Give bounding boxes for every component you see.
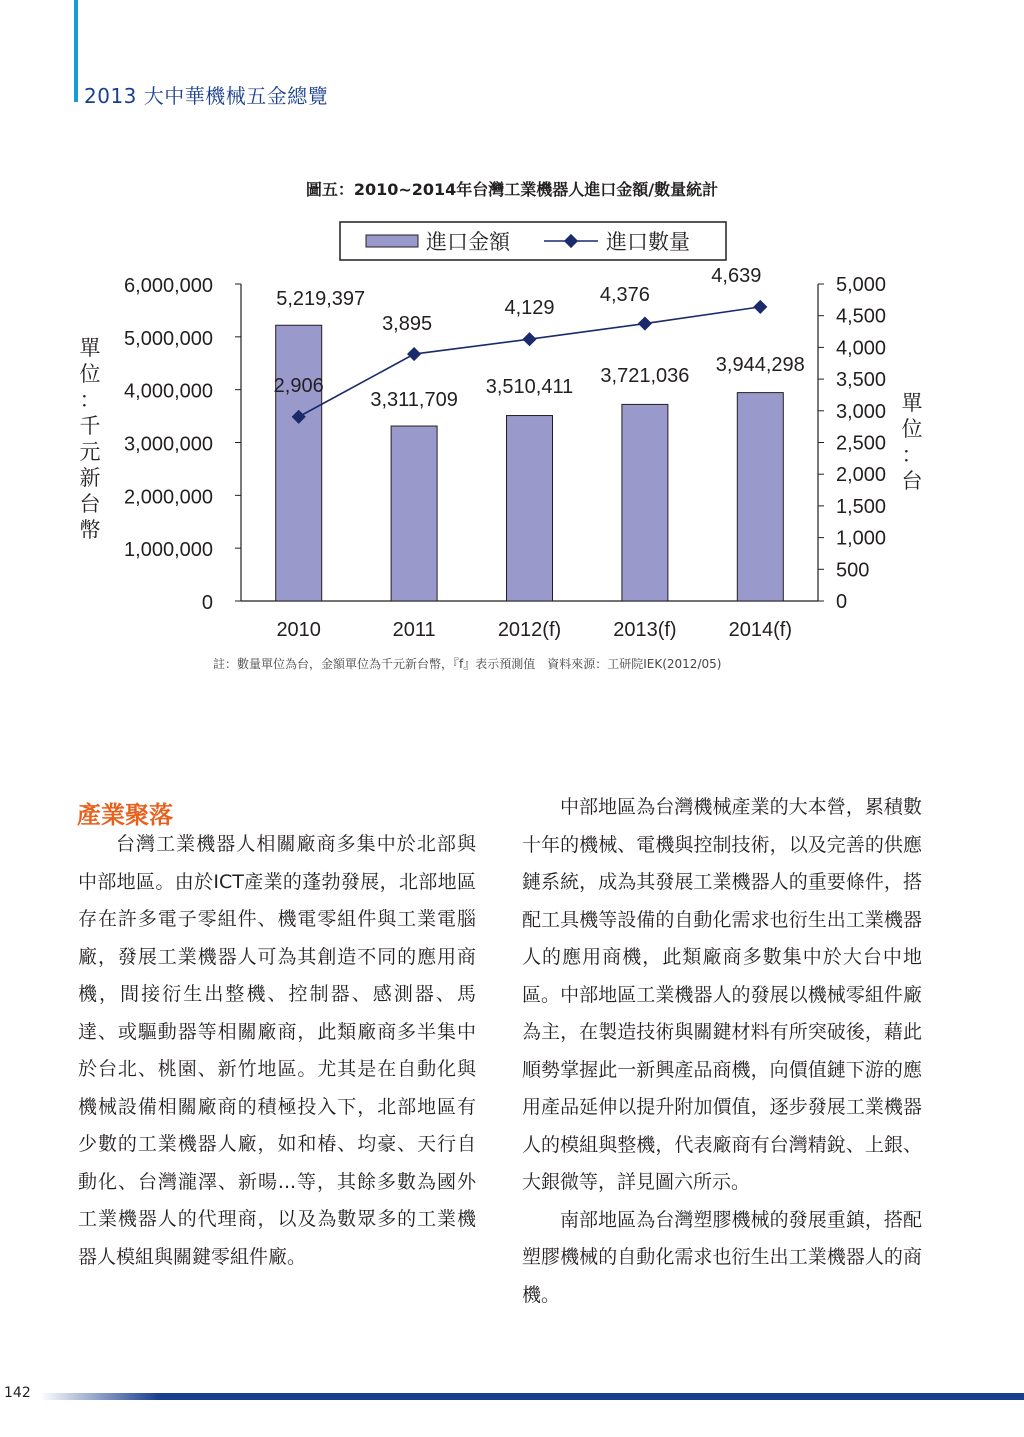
left-axis-title-char: 單 — [79, 336, 101, 360]
quantity-value-label: 4,129 — [504, 297, 555, 319]
bar — [507, 416, 553, 601]
quantity-value-label: 4,639 — [711, 265, 762, 287]
quantity-value-label: 3,895 — [382, 313, 433, 335]
left-axis-title-char: 幣 — [79, 518, 101, 542]
right-tick-label: 1,500 — [836, 495, 887, 518]
quantity-point — [753, 300, 767, 314]
right-axis-title-char: 台 — [901, 469, 923, 493]
bar — [273, 325, 324, 601]
right-tick-label: 1,000 — [836, 527, 887, 550]
bar-value-label: 3,721,036 — [600, 365, 690, 387]
quantity-series-line — [299, 307, 761, 417]
quantity-point — [638, 316, 652, 330]
right-axis-title-char: 單 — [901, 391, 923, 415]
x-tick-label: 2012(f) — [497, 619, 562, 641]
right-tick-label: 5,000 — [836, 274, 887, 296]
bar — [391, 426, 437, 601]
bar-value-label: 3,510,411 — [485, 376, 574, 398]
left-tick-label: 2,000,000 — [124, 486, 213, 509]
bar — [737, 393, 783, 601]
right-tick-label: 3,500 — [836, 369, 887, 392]
paragraph: 台灣工業機器人相關廠商多集中於北部與中部地區。由於ICT產業的蓬勃發展，北部地區存在許多電子零組件、機電零組件與工業電腦廠，發展工業機器人可為其創造不同的應用商機，間接衍生出整機、控制器、感測器、馬達、或驅動器等相關廠商，此類廠商多半集中於台北、桃園、新竹地區。尤其是在自動化與機械設備相關廠商的積極投入下，北部地區有少數的工業機器人廠，如和椿、均豪、天行自動化、台灣瀧澤、新暘...等，其餘多數為國外工業機器人的代理商，以及為數眾多的工業機器人模組與關鍵零組件廠。 — [78, 833, 476, 1268]
quantity-point — [522, 332, 536, 346]
x-tick-label: 2014(f) — [728, 619, 792, 641]
quantity-value-label: 2,906 — [273, 375, 324, 397]
right-column — [522, 789, 922, 1314]
right-axis-title-char: 位 — [901, 417, 923, 441]
quantity-value-label: 4,376 — [599, 284, 650, 306]
figure-title: 圖五：2010~2014年台灣工業機器人進口金額/數量統計 — [305, 180, 719, 199]
right-tick-label: 2,500 — [836, 432, 887, 455]
left-axis-title-char: 千 — [79, 414, 101, 438]
left-tick-label: 0 — [201, 592, 213, 614]
legend-bar-swatch — [366, 235, 418, 247]
right-tick-label: 2,000 — [836, 464, 887, 487]
running-header-title: 2013 大中華機械五金總覽 — [84, 84, 329, 108]
import-chart — [60, 210, 940, 650]
right-tick-label: 4,500 — [836, 305, 887, 328]
page-number: 142 — [4, 1385, 31, 1401]
paragraph: 南部地區為台灣塑膠機械的發展重鎮，搭配塑膠機械的自動化需求也衍生出工業機器人的商機。 — [522, 1208, 922, 1306]
x-tick-label: 2013(f) — [613, 619, 677, 641]
legend-line-label: 進口數量 — [606, 230, 690, 254]
left-tick-label: 1,000,000 — [124, 539, 213, 562]
figure-note: 註：數量單位為台，金額單位為千元新台幣，『f』表示預測值 資料來源：工研院IEK(2012/05) — [213, 657, 722, 671]
bar-value-label: 3,944,298 — [715, 354, 805, 376]
left-tick-label: 5,000,000 — [124, 327, 213, 350]
legend-bar-label: 進口金額 — [426, 230, 510, 254]
bar — [622, 404, 668, 601]
header-accent-bar — [74, 0, 78, 102]
right-tick-label: 0 — [836, 591, 848, 613]
section-heading: 產業聚落 — [77, 801, 173, 829]
left-tick-label: 6,000,000 — [124, 275, 213, 297]
left-axis-title-char: ： — [79, 388, 101, 412]
left-axis-title-char: 新 — [79, 466, 101, 490]
x-tick-label: 2011 — [392, 619, 436, 641]
bar-value-label: 5,219,397 — [276, 288, 366, 310]
bar-value-label: 3,311,709 — [370, 389, 458, 411]
left-axis-title-char: 位 — [79, 362, 101, 386]
right-axis-title-char: ： — [901, 443, 923, 467]
left-tick-label: 4,000,000 — [124, 380, 213, 403]
left-column — [78, 826, 476, 1276]
right-tick-label: 3,000 — [836, 400, 887, 423]
quantity-point — [407, 347, 421, 361]
x-tick-label: 2010 — [276, 619, 321, 641]
left-axis-title-char: 元 — [79, 440, 101, 464]
left-axis-title-char: 台 — [79, 492, 101, 516]
footer-rule — [40, 1393, 1024, 1400]
left-tick-label: 3,000,000 — [124, 433, 213, 456]
paragraph: 中部地區為台灣機械產業的大本營，累積數十年的機械、電機與控制技術，以及完善的供應鏈系統，成為其發展工業機器人的重要條件，搭配工具機等設備的自動化需求也衍生出工業機器人的應用商機，此類廠商多數集中於大台中地區。中部地區工業機器人的發展以機械零組件廠為主，在製造技術與關鍵材料有所突破後，藉此順勢掌握此一新興產品商機，向價值鏈下游的應用產品延伸以提升附加價值，逐步發展工業機器人的模組與整機，代表廠商有台灣精銳、上銀、大銀微等，詳見圖六所示。 — [522, 796, 922, 1193]
right-tick-label: 500 — [836, 559, 870, 582]
right-tick-label: 4,000 — [836, 337, 887, 360]
